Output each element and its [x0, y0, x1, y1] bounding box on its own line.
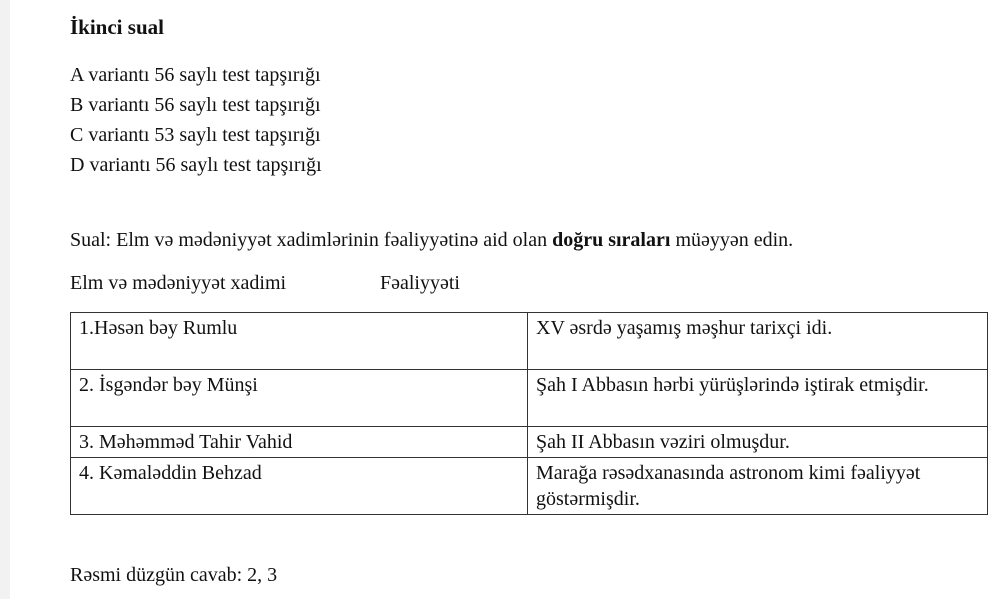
question-suffix: müəyyən edin.	[670, 229, 794, 251]
variant-line-d: D variantı 56 saylı test tapşırığı	[70, 154, 322, 176]
question-prefix: Sual: Elm və mədəniyyət xadimlərinin fəaliyyətinə aid olan	[70, 229, 553, 251]
figure-cell: 4. Kəmaləddin Behzad	[71, 458, 528, 515]
table-row	[71, 313, 988, 370]
section-heading: İkinci sual	[70, 15, 164, 39]
activity-cell: Şah II Abbasın vəziri olmuşdur.	[528, 427, 988, 458]
column-header-activity: Fəaliyyəti	[380, 272, 460, 294]
figure-cell: 3. Məhəmməd Tahir Vahid	[71, 427, 528, 458]
table-row	[71, 458, 988, 515]
activity-cell: Şah I Abbasın hərbi yürüşlərində iştirak etmişdir.	[528, 370, 988, 427]
activity-cell: Marağa rəsədxanasında astronom kimi fəaliyyət göstərmişdir.	[528, 458, 988, 515]
column-header-figure: Elm və mədəniyyət xadimi	[70, 272, 287, 294]
activity-cell: XV əsrdə yaşamış məşhur tarixçi idi.	[528, 313, 988, 370]
question-bold: doğru sıraları	[552, 229, 671, 251]
variant-line-c: C variantı 53 saylı test tapşırığı	[70, 124, 321, 146]
variant-line-a: A variantı 56 saylı test tapşırığı	[70, 64, 321, 86]
matching-table	[70, 312, 988, 515]
variant-line-b: B variantı 56 saylı test tapşırığı	[70, 94, 321, 116]
figure-cell: 2. İsgəndər bəy Münşi	[71, 370, 528, 427]
figure-cell: 1.Həsən bəy Rumlu	[71, 313, 528, 370]
table-row	[71, 370, 988, 427]
table-row	[71, 427, 988, 458]
variant-list	[70, 60, 322, 180]
question-text	[70, 225, 793, 255]
document-page	[10, 0, 1000, 599]
official-answer: Rəsmi düzgün cavab: 2, 3	[70, 564, 278, 586]
